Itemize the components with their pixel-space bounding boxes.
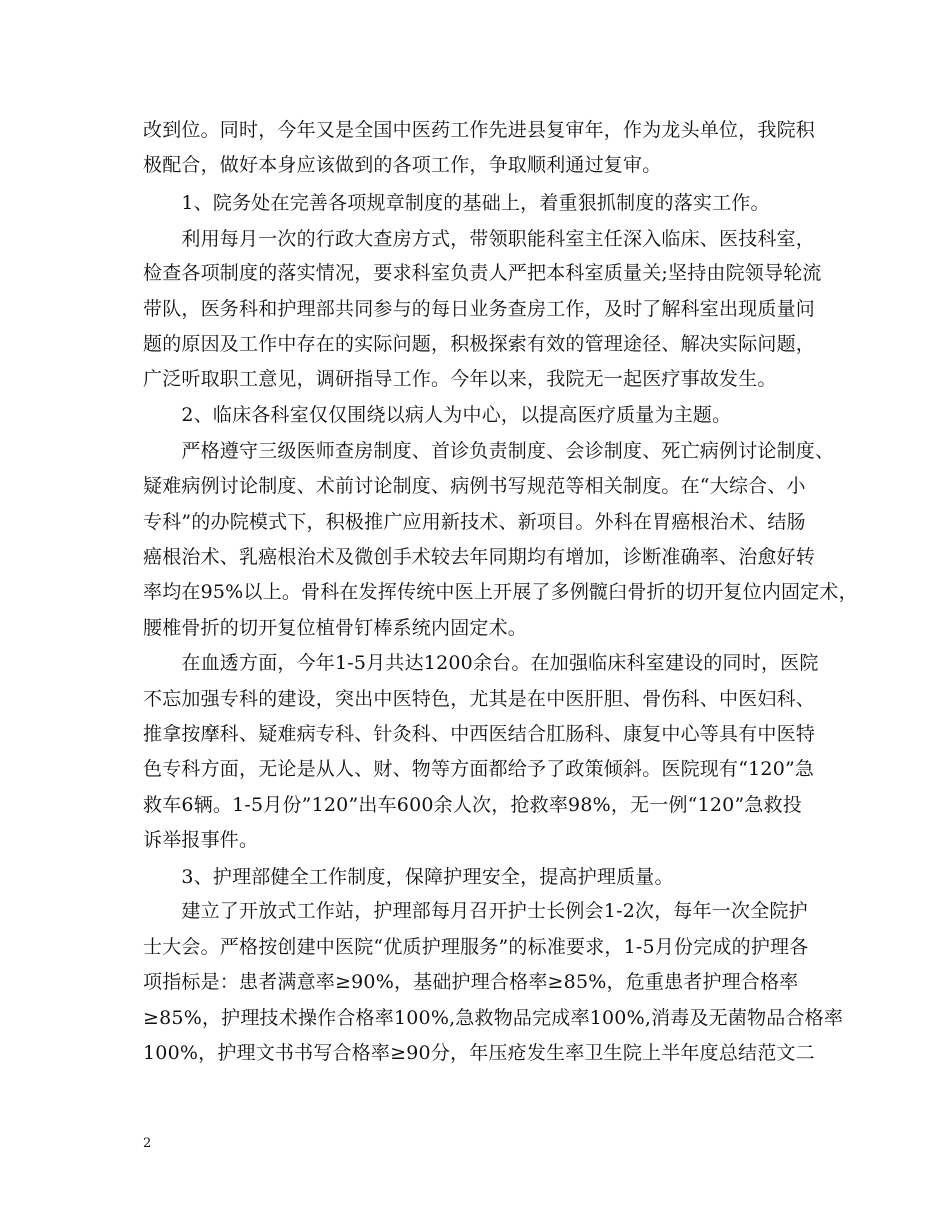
text-line: 1、院务处在完善各项规章制度的基础上，着重狠抓制度的落实工作。 <box>143 192 770 214</box>
text-line: 腰椎骨折的切开复位植骨钉棒系统内固定术。 <box>143 617 528 639</box>
text-line: 推拿按摩科、疑难病专科、针灸科、中西医结合肛肠科、康复中心等具有中医特 <box>143 723 816 745</box>
text-line: 色专科方面，无论是从人、财、物等方面都给予了政策倾斜。医院现有“120”急 <box>143 758 815 780</box>
text-line: 专科”的办院模式下，积极推广应用新技术、新项目。外科在胃癌根治术、结肠 <box>143 511 806 533</box>
text-line: 不忘加强专科的建设，突出中医特色，尤其是在中医肝胆、骨伤科、中医妇科、 <box>143 688 816 710</box>
text-line: 诉举报事件。 <box>143 829 259 851</box>
text-line: 疑难病例讨论制度、术前讨论制度、病例书写规范等相关制度。在“大综合、小 <box>143 475 806 497</box>
text-line: 建立了开放式工作站，护理部每月召开护士长例会1-2次，每年一次全院护 <box>143 900 808 922</box>
text-line: 改到位。同时，今年又是全国中医药工作先进县复审年，作为龙头单位，我院积 <box>143 119 816 141</box>
text-line: 广泛听取职工意见，调研指导工作。今年以来，我院无一起医疗事故发生。 <box>143 368 777 390</box>
text-line: 利用每月一次的行政大查房方式，带领职能科室主任深入临床、医技科室， <box>143 228 816 250</box>
text-line: 100%，护理文书书写合格率≥90分，年压疮发生率卫生院上半年度总结范文二 <box>143 1042 815 1064</box>
text-line: 癌根治术、乳癌根治术及微创手术较去年同期均有增加，诊断准确率、治愈好转 <box>143 546 816 568</box>
text-line: 救车6辆。1-5月份”120”出车600余人次，抢救率98%，无一例“120”急救投 <box>143 794 802 816</box>
text-line: 极配合，做好本身应该做到的各项工作，争取顺利通过复审。 <box>143 154 662 176</box>
text-line: 严格遵守三级医师查房制度、首诊负责制度、会诊制度、死亡病例讨论制度、 <box>143 440 835 462</box>
text-line: 3、护理部健全工作制度，保障护理安全，提高护理质量。 <box>143 866 674 888</box>
text-line: 题的原因及工作中存在的实际问题，积极探索有效的管理途径、解决实际问题， <box>143 333 816 355</box>
text-line: 在血透方面，今年1-5月共达1200余台。在加强临床科室建设的同时，医院 <box>143 652 819 674</box>
text-line: ≥85%，护理技术操作合格率100%,急救物品完成率100%,消毒及无菌物品合格率 <box>143 1007 844 1029</box>
text-line: 带队，医务科和护理部共同参与的每日业务查房工作，及时了解科室出现质量问 <box>143 298 816 320</box>
text-line: 士大会。严格按创建中医院“优质护理服务”的标准要求，1-5月份完成的护理各 <box>143 936 809 958</box>
text-line: 检查各项制度的落实情况，要求科室负责人严把本科室质量关;坚持由院领导轮流 <box>143 262 822 284</box>
text-line: 项指标是：患者满意率≥90%，基础护理合格率≥85%，危重患者护理合格率 <box>143 971 799 993</box>
page-number: 2 <box>143 1136 152 1151</box>
text-line: 2、临床各科室仅仅围绕以病人为中心，以提高医疗质量为主题。 <box>143 404 732 426</box>
text-line: 率均在95%以上。骨科在发挥传统中医上开展了多例髋臼骨折的切开复位内固定术， <box>143 581 858 603</box>
